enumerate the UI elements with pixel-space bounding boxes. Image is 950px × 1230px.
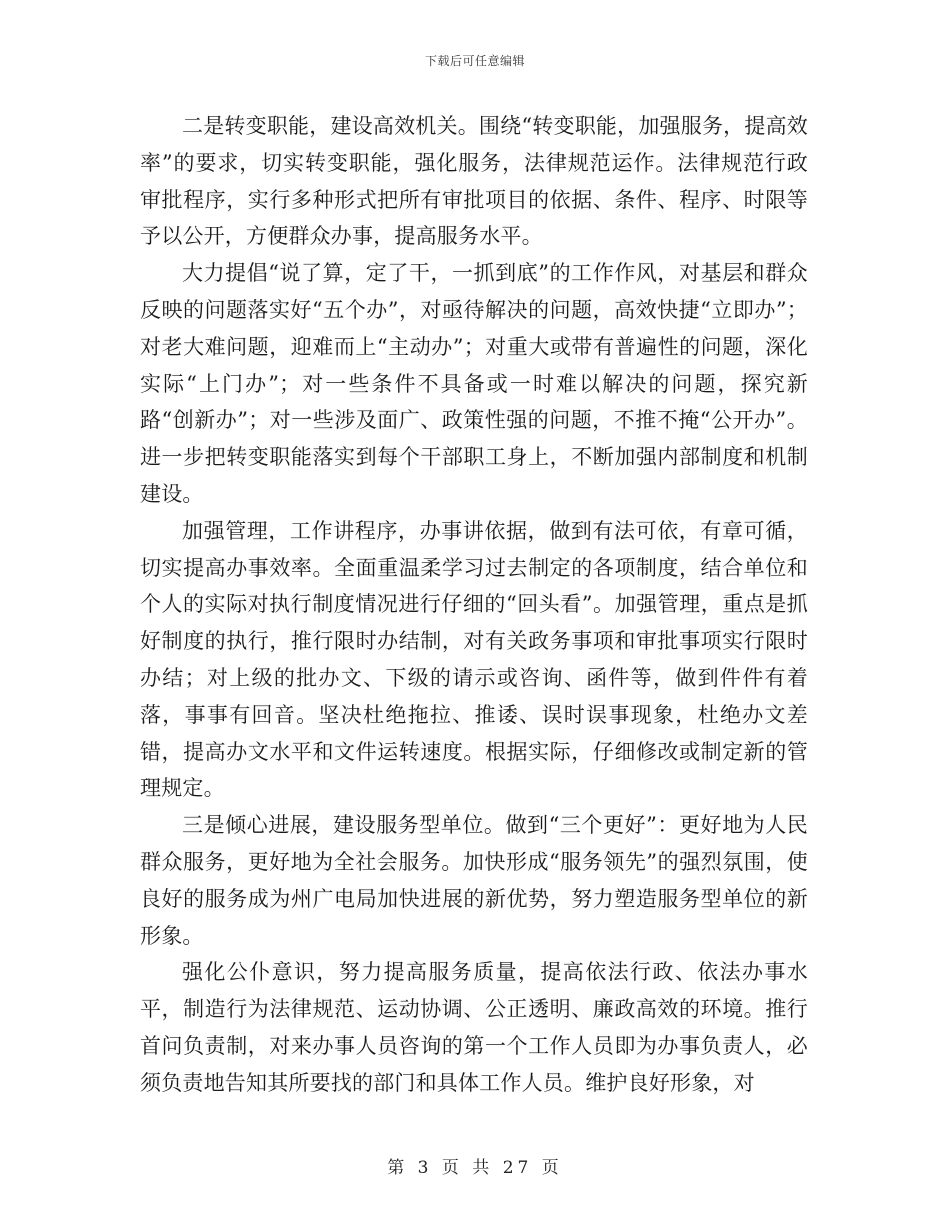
document-body (140, 108, 808, 1102)
page-footer: 第 3 页 共 27 页 (387, 1158, 563, 1178)
paragraph: 二是转变职能，建设高效机关。围绕“转变职能，加强服务，提高效率”的要求，切实转变职能，强化服务，法律规范运作。法律规范行政审批程序，实行多种形式把所有审批项目的依据、条件、程序、时限等予以公开，方便群众办事，提高服务水平。 (140, 114, 808, 249)
page-header: 下载后可任意编辑 (424, 54, 525, 68)
paragraph: 大力提倡“说了算，定了干，一抓到底”的工作作风，对基层和群众反映的问题落实好“五个办”，对亟待解决的问题，高效快捷“立即办”；对老大难问题，迎难而上“主动办”；对重大或带有普遍性的问题，深化实际“上门办”；对一些条件不具备或一时难以解决的问题，探究新路“创新办”；对一些涉及面广、政策性强的问题，不推不掩“公开办”。进一步把转变职能落实到每个干部职工身上，不断加强内部制度和机制建设。 (140, 261, 808, 506)
paragraph: 三是倾心进展，建设服务型单位。做到“三个更好”：更好地为人民群众服务，更好地为全社会服务。加快形成“服务领先”的强烈氛围，使良好的服务成为州广电局加快进展的新优势，努力塑造服务型单位的新形象。 (140, 813, 808, 948)
paragraph: 强化公仆意识，努力提高服务质量，提高依法行政、依法办事水平，制造行为法律规范、运动协调、公正透明、廉政高效的环境。推行首问负责制，对来办事人员咨询的第一个工作人员即为办事负责人，必须负责地告知其所要找的部门和具体工作人员。维护良好形象，对 (140, 960, 808, 1095)
paragraph: 加强管理，工作讲程序，办事讲依据，做到有法可依，有章可循，切实提高办事效率。全面重温柔学习过去制定的各项制度，结合单位和个人的实际对执行制度情况进行仔细的“回头看”。加强管理，重点是抓好制度的执行，推行限时办结制，对有关政务事项和审批事项实行限时办结；对上级的批办文、下级的请示或咨询、函件等，做到件件有着落，事事有回音。坚决杜绝拖拉、推诿、误时误事现象，杜绝办文差错，提高办文水平和文件运转速度。根据实际，仔细修改或制定新的管理规定。 (140, 518, 808, 801)
